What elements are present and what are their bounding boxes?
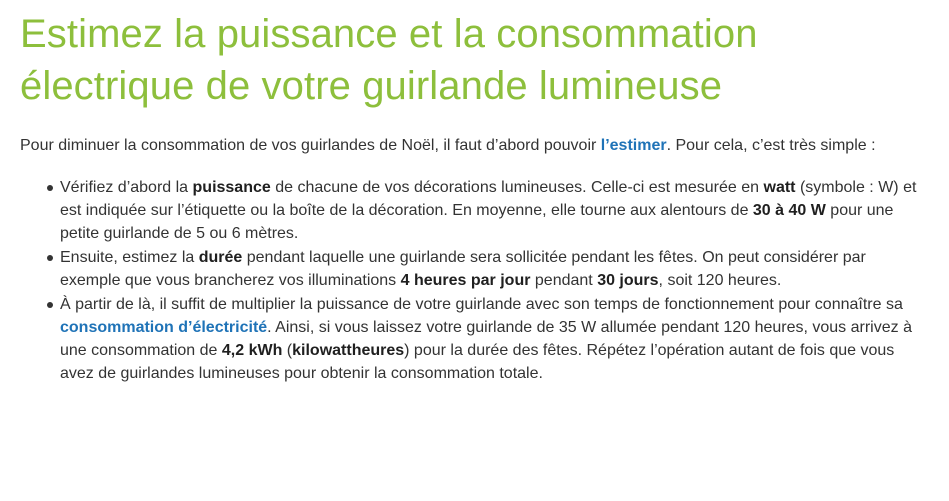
bold-hours-per-day: 4 heures par jour	[400, 272, 531, 289]
bullet-icon	[47, 302, 53, 308]
bold-power: puissance	[192, 179, 271, 196]
item-text: pendant laquelle une guirlande sera sollicitée pendant les fêtes. On peut considérer par exemple que vous brancherez vos illuminations	[60, 249, 866, 289]
item-text: (symbole : W) et est indiquée sur l’étiquette ou la boîte de la décoration. En moyenne, elle tourne aux alentours de	[60, 179, 917, 219]
item-text: Vérifiez d’abord la	[60, 179, 193, 196]
bold-kwh: 4,2 kWh	[221, 342, 283, 359]
bullet-icon	[47, 255, 53, 261]
list-item-duration	[60, 246, 929, 292]
item-text: À partir de là, il suffit de multiplier la puissance de votre guirlande avec son temps de fonctionnement pour connaître sa	[60, 296, 903, 313]
steps-list	[20, 176, 929, 385]
bold-days: 30 jours	[597, 272, 659, 289]
item-text: pour une petite guirlande de 5 ou 6 mètres.	[60, 202, 894, 242]
intro-text-after: . Pour cela, c’est très simple :	[666, 137, 876, 154]
bold-duration: durée	[198, 249, 243, 266]
intro-text-before: Pour diminuer la consommation de vos guirlandes de Noël, il faut d’abord pouvoir	[20, 137, 601, 154]
bold-watt: watt	[763, 179, 796, 196]
item-text: , soit 120 heures.	[658, 272, 782, 289]
bold-watt-range: 30 à 40 W	[752, 202, 826, 219]
item-text: (	[282, 342, 293, 359]
list-item-power	[60, 176, 929, 245]
bullet-icon	[47, 185, 53, 191]
bold-kilowattheures: kilowattheures	[292, 342, 405, 359]
list-item-consumption	[60, 293, 929, 385]
item-text: de chacune de vos décorations lumineuses. Celle-ci est mesurée en	[270, 179, 764, 196]
consumption-link[interactable]: consommation d’électricité	[60, 319, 268, 336]
item-text: ) pour la durée des fêtes. Répétez l’opération autant de fois que vous avez de guirlandes lumineuses pour obtenir la consommation totale.	[60, 342, 895, 382]
estimer-link[interactable]: l’estimer	[600, 137, 667, 154]
item-text: . Ainsi, si vous laissez votre guirlande de 35 W allumée pendant 120 heures, vous arrivez à une consommation de	[60, 319, 912, 359]
item-text: pendant	[530, 272, 598, 289]
page-title: Estimez la puissance et la consommation électrique de votre guirlande lumineuse	[20, 12, 758, 108]
intro-paragraph	[20, 134, 929, 157]
item-text: Ensuite, estimez la	[60, 249, 199, 266]
